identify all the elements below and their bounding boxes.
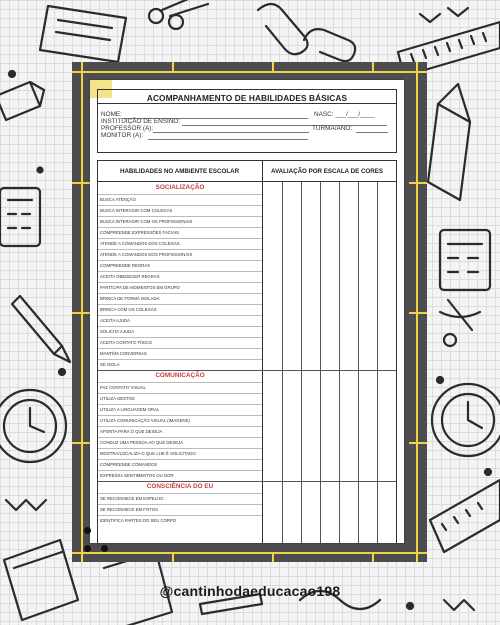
calculator-icon: [440, 230, 490, 290]
alarm-clock-icon: [432, 384, 500, 456]
skill-row: [98, 515, 262, 526]
col-skills-header: HABILIDADES NO AMBIENTE ESCOLAR: [120, 168, 240, 175]
skill-row: [98, 205, 262, 216]
skill-row: [98, 326, 262, 337]
skill-label: APONTA PARA O QUE DESEJA: [100, 429, 163, 434]
skill-row: [98, 359, 262, 370]
scissors-icon: [440, 300, 480, 330]
field-instituicao-input[interactable]: [182, 125, 387, 126]
skill-label: UTILIZA A LINGUAGEM ORAL: [100, 407, 160, 412]
skills-table: [97, 160, 397, 543]
evaluation-column-line: [377, 182, 378, 543]
calculator-icon: [0, 188, 40, 246]
skill-row: [98, 415, 262, 426]
skill-row: [98, 227, 262, 238]
skill-row: [98, 282, 262, 293]
skill-row: [98, 493, 262, 504]
section-title: SOCIALIZAÇÃO: [155, 184, 205, 191]
skill-row: [98, 437, 262, 448]
skill-label: COMPREENDE COMANDOS: [100, 462, 158, 467]
book-icon: [4, 540, 78, 620]
evaluation-column-line: [320, 182, 321, 543]
section-title: COMUNICAÇÃO: [155, 372, 205, 379]
section-divider: [98, 481, 396, 482]
skill-row: [98, 404, 262, 415]
skill-label: BUSCA ATENÇÃO: [100, 197, 136, 202]
handle-dot: [84, 545, 91, 552]
skill-label: MOSTRA/LOCALIZA O QUE LHE É SOLICITADO: [100, 451, 196, 456]
skill-label: BRINCA DE FORMA ISOLADA: [100, 296, 160, 301]
skill-label: ACEITA OBEDECER REGRAS: [100, 274, 160, 279]
pencil-icon: [12, 296, 62, 354]
skill-label: BRINCA COM OS COLEGAS: [100, 307, 157, 312]
field-instituicao-label: INSTITUIÇÃO DE ENSINO:: [101, 118, 181, 125]
paperclip-icon: [258, 4, 308, 54]
skill-label: PARTICIPA DE MOMENTOS EM GRUPO: [100, 285, 180, 290]
skill-label: BUSCA INTERAGIR COM COLEGAS: [100, 208, 173, 213]
field-professor-label: PROFESSOR (A):: [101, 125, 154, 132]
skill-label: IDENTIFICA PARTES DO SEU CORPO: [100, 518, 177, 523]
skill-label: ATENDE A COMANDOS DOS PROFISSIONAIS: [100, 252, 193, 257]
field-monitor-input[interactable]: [148, 139, 308, 140]
skill-label: UTILIZA COMUNICAÇÃO VISUAL (IMAGENS): [100, 418, 190, 423]
section-title: CONSCIÊNCIA DO EU: [146, 483, 214, 490]
skill-row: [98, 393, 262, 404]
skill-row: [98, 348, 262, 359]
skill-row: [98, 459, 262, 470]
handle-dot: [84, 527, 91, 534]
skill-row: [98, 315, 262, 326]
skill-row: [98, 216, 262, 227]
skill-row: [98, 260, 262, 271]
skill-row: [98, 293, 262, 304]
pencil-icon: [0, 82, 40, 120]
evaluation-column-line: [339, 182, 340, 543]
skill-label: ATENDE A COMANDOS DOS COLEGAS: [100, 241, 180, 246]
pencil-icon: [428, 104, 470, 200]
evaluation-column-line: [301, 182, 302, 543]
field-professor-input[interactable]: [153, 132, 309, 133]
skill-label: CONDUZ UMA PESSOA AO QUE DESEJA: [100, 440, 184, 445]
skill-row: [98, 249, 262, 260]
skill-label: COMPREENDE EXPRESSÕES FACIAIS: [100, 230, 180, 235]
credit-handle: @cantinhodaeducacao198: [159, 583, 341, 599]
ruler-icon: [430, 480, 500, 552]
field-nasc-label: NASC: ___/___/____: [314, 111, 375, 118]
skill-label: ACEITA CONTATO FÍSICO: [100, 340, 152, 345]
skill-label: UTILIZA GESTOS: [100, 396, 135, 401]
field-turma-label: TURMA/ANO:: [312, 125, 353, 132]
skill-row: [98, 271, 262, 282]
skill-label: ACEITA AJUDA: [100, 318, 131, 323]
col-eval-header: AVALIAÇÃO POR ESCALA DE CORES: [271, 168, 383, 175]
evaluation-column-line: [282, 182, 283, 543]
skill-row: [98, 304, 262, 315]
skill-row: [98, 448, 262, 459]
skill-row: [98, 470, 262, 481]
skill-label: SOLICITA AJUDA: [100, 329, 135, 334]
document-title: ACOMPANHAMENTO DE HABILIDADES BÁSICAS: [146, 93, 348, 103]
paper-doodle-icon: [40, 6, 126, 62]
scissors-icon: [149, 9, 163, 23]
skill-row: [98, 504, 262, 515]
document-page: [90, 80, 404, 543]
handle-dot: [101, 545, 108, 552]
paperclip-icon: [304, 29, 355, 61]
skill-row: [98, 426, 262, 437]
skill-row: [98, 194, 262, 205]
field-nome-label: NOME:: [101, 111, 122, 118]
skill-label: BUSCA INTERAGIR COM OS PROFISSIONAIS: [100, 219, 193, 224]
section-divider: [98, 370, 396, 371]
field-monitor-label: MONITOR (A):: [101, 132, 144, 139]
skill-label: EXPRESSA SENTIMENTOS OU DOR: [100, 473, 174, 478]
alarm-clock-icon: [0, 390, 66, 462]
skill-label: SE ISOLA: [100, 362, 120, 367]
skill-label: COMPREENDE REGRAS: [100, 263, 151, 268]
skill-label: SE RECONHECE EM ESPELHO: [100, 496, 164, 501]
skill-row: [98, 337, 262, 348]
skill-row: [98, 382, 262, 393]
skill-label: FAZ CONTATO VISUAL: [100, 385, 146, 390]
skill-label: MANTÉM CONVERSAS: [100, 351, 147, 356]
skill-label: SE RECONHECE EM FOTOS: [100, 507, 158, 512]
evaluation-column-line: [358, 182, 359, 543]
skill-row: [98, 238, 262, 249]
field-turma-input[interactable]: [356, 132, 388, 133]
